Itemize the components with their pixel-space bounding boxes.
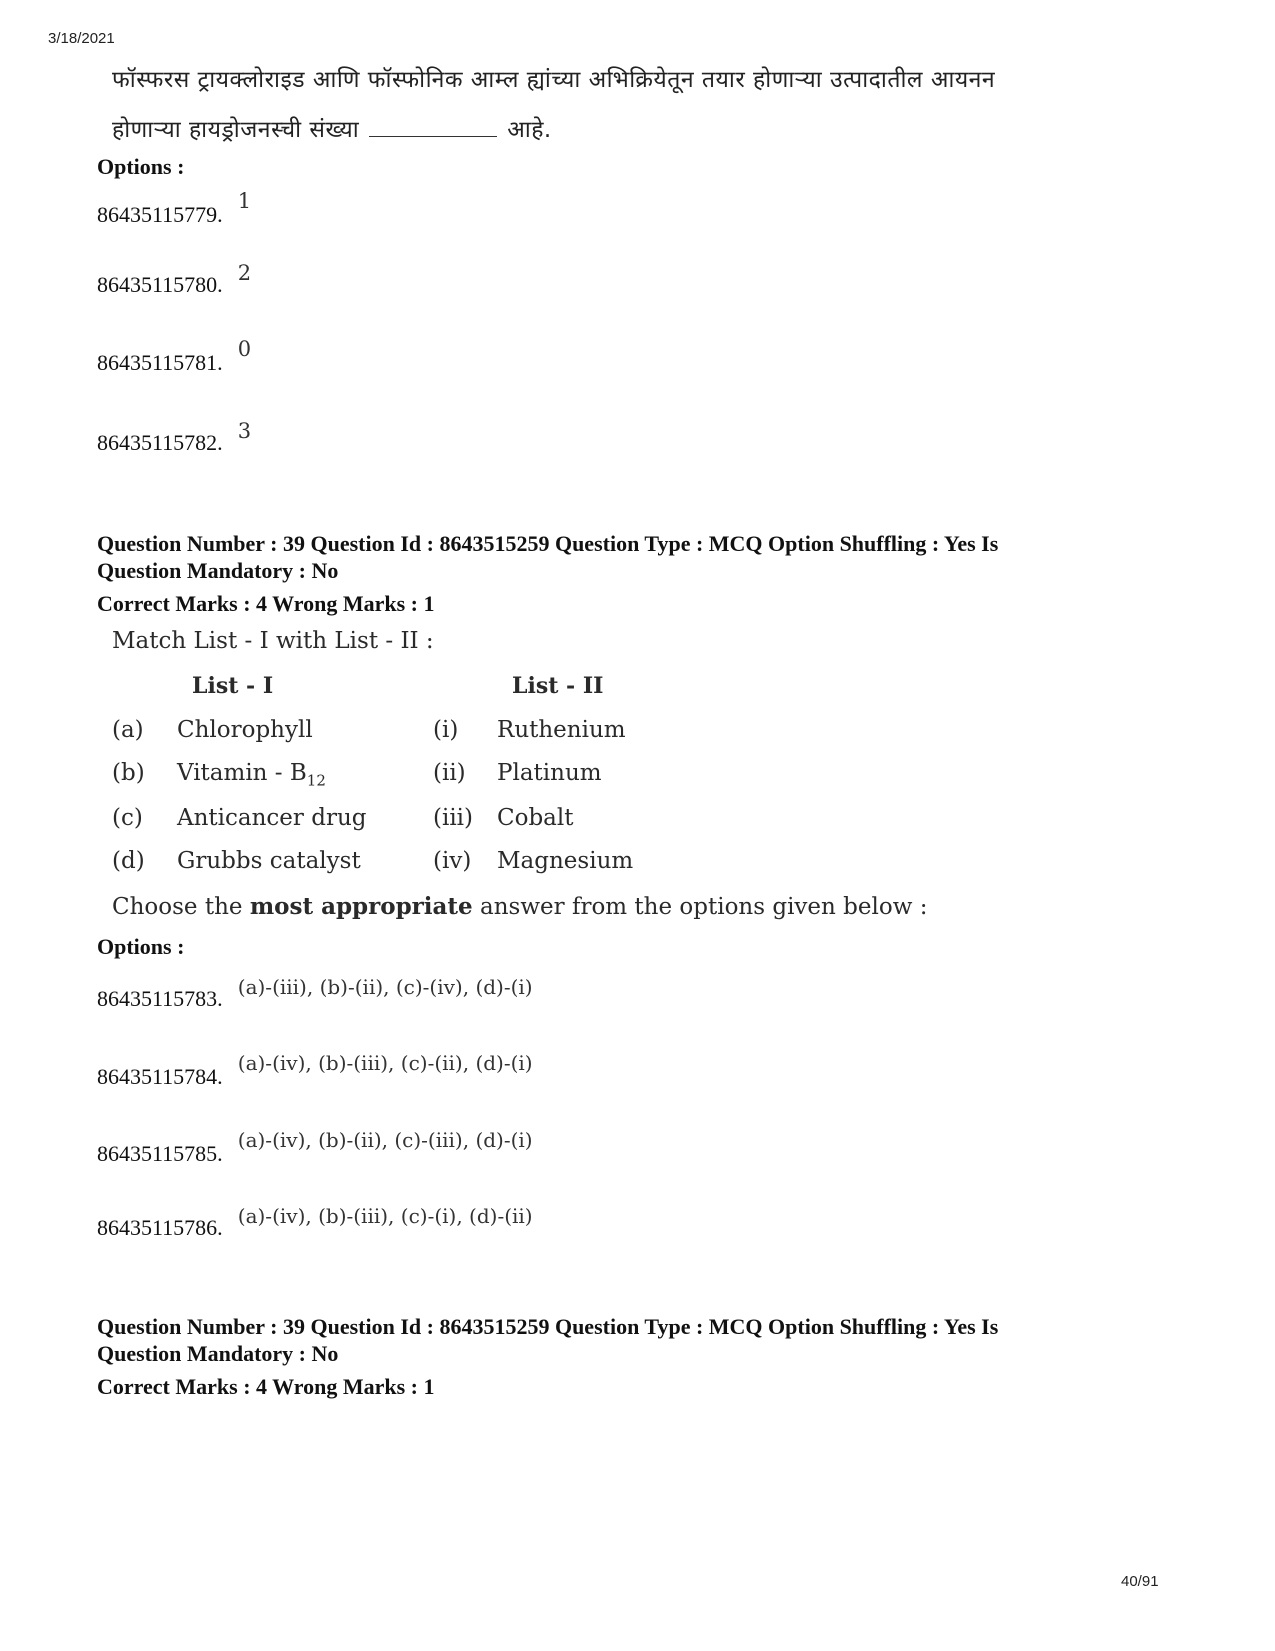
question-meta-line1: Question Number : 39 Question Id : 8643515259 Question Type : MCQ Option Shuffling : Yes Is [97,1314,999,1339]
list2-key: (ii) [433,760,466,786]
list1-header: List - I [192,673,274,699]
options-label: Options : [97,154,185,179]
option-value: 0 [237,337,252,361]
list1-value: Grubbs catalyst [177,848,361,874]
question-text-line1: फॉस्फरस ट्रायक्लोराइड आणि फॉस्फोनिक आम्ल ह्यांच्या अभिक्रियेतून तयार होणाऱ्या उत्पादातील आयनन [112,67,996,93]
option-row [97,974,533,1011]
option-value: (a)-(iv), (b)-(iii), (c)-(ii), (d)-(i) [237,1051,533,1075]
question-text-line2-after: आहे. [507,117,552,143]
list1-key: (a) [112,717,144,743]
option-value: (a)-(iv), (b)-(ii), (c)-(iii), (d)-(i) [237,1128,533,1152]
option-value: 1 [237,189,252,213]
match-intro-text: Match List - I with List - II : [112,628,434,654]
list2-key: (i) [433,717,459,743]
list1-value-text: Vitamin - B [177,760,307,786]
option-row [97,336,252,375]
option-id: 86435115781. [97,350,223,375]
list2-key: (iii) [433,805,474,831]
list2-key: (iv) [433,848,472,874]
list1-value: Anticancer drug [177,805,367,831]
page-number: 40/91 [1121,1573,1159,1590]
option-id: 86435115783. [97,986,223,1011]
option-id: 86435115785. [97,1141,223,1166]
print-date: 3/18/2021 [48,30,115,47]
question-marks: Correct Marks : 4 Wrong Marks : 1 [97,1374,435,1399]
choose-instruction [112,893,927,920]
list1-key: (b) [112,760,145,786]
list2-value: Ruthenium [497,717,626,743]
option-value: (a)-(iv), (b)-(iii), (c)-(i), (d)-(ii) [237,1204,533,1228]
option-row [97,418,252,455]
question-text-line2-before: होणाऱ्या हायड्रोजनस्ची संख्या [112,117,360,143]
question-meta-line2: Question Mandatory : No [97,1341,339,1366]
list2-value: Platinum [497,760,602,786]
option-id: 86435115786. [97,1215,223,1240]
question-text-line2 [112,112,1192,144]
list1-value: Chlorophyll [177,717,313,743]
choose-bold: most appropriate [249,893,473,920]
option-row [97,188,252,227]
question-meta-line1: Question Number : 39 Question Id : 8643515259 Question Type : MCQ Option Shuffling : Yes Is [97,531,999,556]
choose-pre: Choose the [112,894,243,920]
option-row [97,1050,533,1089]
choose-post: answer from the options given below : [480,894,928,920]
question-marks: Correct Marks : 4 Wrong Marks : 1 [97,591,435,616]
list2-header: List - II [512,673,604,699]
option-id: 86435115779. [97,202,223,227]
answer-blank [369,118,497,137]
option-id: 86435115784. [97,1064,223,1089]
list2-value: Cobalt [497,805,574,831]
list2-value: Magnesium [497,848,634,874]
option-row [97,260,252,297]
option-row [97,1127,533,1166]
option-value: (a)-(iii), (b)-(ii), (c)-(iv), (d)-(i) [237,975,533,999]
list1-key: (d) [112,848,145,874]
option-id: 86435115782. [97,430,223,455]
options-label: Options : [97,934,185,959]
match-intro [112,628,434,654]
option-value: 3 [237,419,252,443]
option-id: 86435115780. [97,272,223,297]
list1-value [177,760,326,790]
question-meta-line2: Question Mandatory : No [97,558,339,583]
list1-key: (c) [112,805,143,831]
option-row [97,1203,533,1240]
option-value: 2 [237,261,252,285]
list1-value-subscript: 12 [306,771,326,790]
